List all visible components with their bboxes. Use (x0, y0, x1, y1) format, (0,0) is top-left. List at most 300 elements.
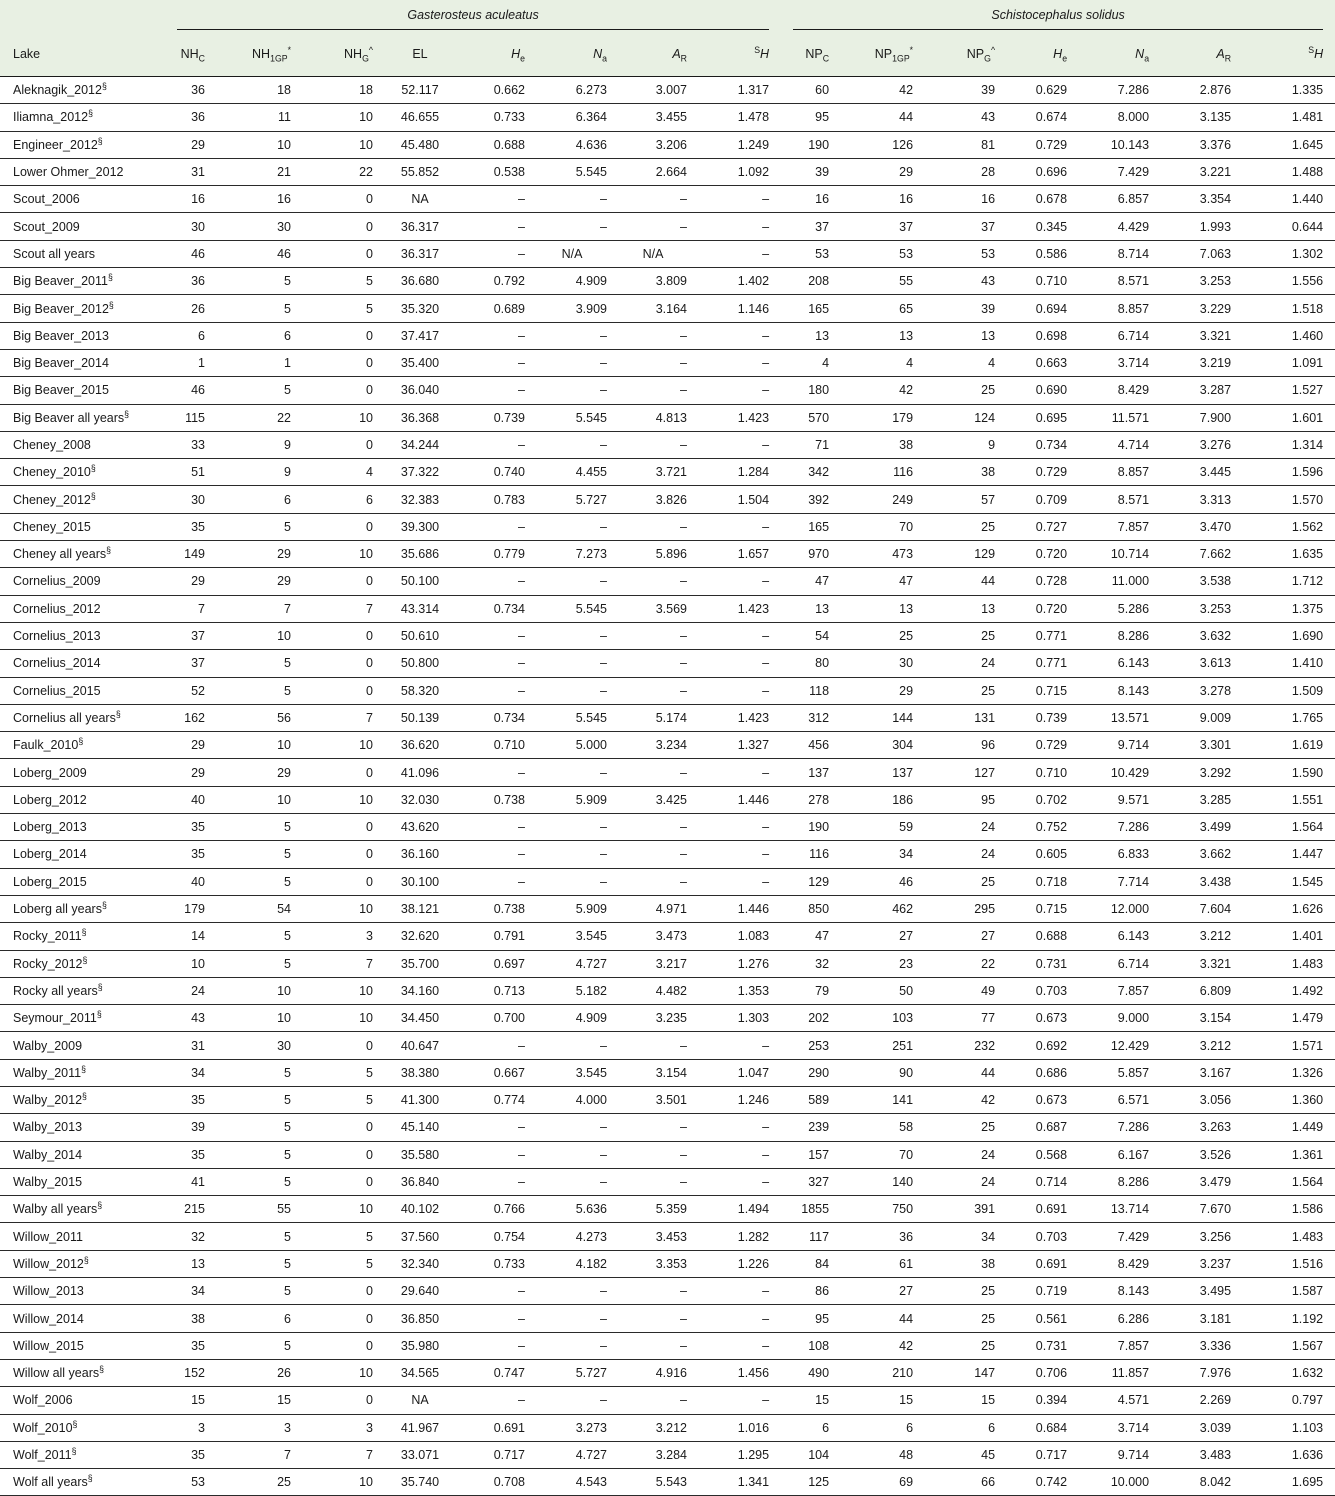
table-cell: 4.813 (619, 404, 699, 431)
table-cell: 3.253 (1161, 595, 1243, 622)
table-cell: 15 (841, 1387, 925, 1414)
table-cell: 30.100 (385, 868, 467, 895)
table-cell: 0 (303, 814, 385, 841)
table-cell: 25 (925, 1114, 1007, 1141)
table-cell: – (467, 213, 537, 240)
table-cell: 12.429 (1079, 1032, 1161, 1059)
table-row (0, 895, 1335, 922)
table-cell: 29 (165, 759, 217, 786)
table-cell: 253 (781, 1032, 841, 1059)
table-cell: 1.562 (1243, 513, 1335, 540)
table-cell: 53 (165, 1469, 217, 1496)
table-cell: 39 (925, 77, 1007, 104)
table-cell: 0 (303, 240, 385, 267)
table-cell: – (619, 377, 699, 404)
table-cell: 5 (303, 1223, 385, 1250)
table-cell: 295 (925, 895, 1007, 922)
table-cell: 1.516 (1243, 1250, 1335, 1277)
table-cell: 0 (303, 1305, 385, 1332)
table-cell: 16 (165, 186, 217, 213)
table-cell: 0.710 (467, 732, 537, 759)
table-cell: 4.727 (537, 1441, 619, 1468)
table-cell: 1.632 (1243, 1359, 1335, 1386)
table-cell: 80 (781, 650, 841, 677)
table-cell: 10 (165, 950, 217, 977)
table-cell: 5 (217, 868, 303, 895)
table-cell: 46 (165, 240, 217, 267)
table-cell: 30 (165, 486, 217, 513)
table-cell: 32.620 (385, 923, 467, 950)
column-header: Lake (0, 32, 165, 77)
table-cell: – (699, 349, 781, 376)
table-cell: 0 (303, 186, 385, 213)
table-cell: 21 (217, 158, 303, 185)
table-cell: – (537, 1168, 619, 1195)
table-cell: 5 (217, 377, 303, 404)
table-row (0, 213, 1335, 240)
table-cell: – (699, 841, 781, 868)
table-cell: 29 (217, 759, 303, 786)
table-cell: 37 (781, 213, 841, 240)
table-cell: 13 (781, 322, 841, 349)
lake-name: Rocky all years§ (0, 977, 165, 1004)
table-cell: 30 (841, 650, 925, 677)
table-cell: – (699, 322, 781, 349)
table-cell: 4.455 (537, 459, 619, 486)
table-cell: 3.632 (1161, 622, 1243, 649)
table-cell: 3.826 (619, 486, 699, 513)
table-cell: 1.353 (699, 977, 781, 1004)
table-cell: 1.483 (1243, 1223, 1335, 1250)
table-cell: 215 (165, 1196, 217, 1223)
table-row (0, 732, 1335, 759)
table-cell: 3.438 (1161, 868, 1243, 895)
table-cell: 6.833 (1079, 841, 1161, 868)
lake-name: Big Beaver_2011§ (0, 268, 165, 295)
table-cell: – (699, 868, 781, 895)
table-cell: 1.360 (1243, 1086, 1335, 1113)
lake-name: Cheney_2008 (0, 431, 165, 458)
table-cell: 0.727 (1007, 513, 1079, 540)
table-row (0, 541, 1335, 568)
table-cell: 29 (841, 158, 925, 185)
table-cell: 24 (165, 977, 217, 1004)
table-cell: 1.564 (1243, 1168, 1335, 1195)
lake-name: Big Beaver_2015 (0, 377, 165, 404)
table-cell: – (467, 240, 537, 267)
table-row (0, 77, 1335, 104)
table-cell: 3.321 (1161, 322, 1243, 349)
table-cell: 0.690 (1007, 377, 1079, 404)
table-cell: – (619, 568, 699, 595)
table-cell: 3.473 (619, 923, 699, 950)
table-cell: 5.857 (1079, 1059, 1161, 1086)
table-cell: 0 (303, 841, 385, 868)
table-cell: 3.292 (1161, 759, 1243, 786)
table-cell: 11.571 (1079, 404, 1161, 431)
table-cell: 39 (781, 158, 841, 185)
table-cell: 30 (217, 213, 303, 240)
table-cell: 69 (841, 1469, 925, 1496)
table-cell: 35 (165, 513, 217, 540)
table-cell: 5.545 (537, 595, 619, 622)
table-cell: 6.273 (537, 77, 619, 104)
table-cell: 103 (841, 1005, 925, 1032)
table-cell: 1.402 (699, 268, 781, 295)
table-cell: 45 (925, 1441, 1007, 1468)
table-cell: 9.571 (1079, 786, 1161, 813)
lake-name: Cornelius_2012 (0, 595, 165, 622)
table-row (0, 1086, 1335, 1113)
column-header: $NH_{1GP}^*$ (217, 32, 303, 77)
table-cell: – (619, 349, 699, 376)
table-cell: – (699, 622, 781, 649)
table-cell: 35 (165, 1332, 217, 1359)
table-cell: 1.361 (1243, 1141, 1335, 1168)
table-cell: 34.244 (385, 431, 467, 458)
table-row (0, 677, 1335, 704)
table-cell: 5.286 (1079, 595, 1161, 622)
table-cell: 57 (925, 486, 1007, 513)
table-row (0, 1059, 1335, 1086)
table-cell: 0.703 (1007, 977, 1079, 1004)
table-cell: 30 (165, 213, 217, 240)
table-cell: 70 (841, 1141, 925, 1168)
table-cell: 0.708 (467, 1469, 537, 1496)
table-cell: 47 (841, 568, 925, 595)
table-cell: 0.734 (1007, 431, 1079, 458)
table-cell: – (699, 1141, 781, 1168)
table-cell: 16 (841, 186, 925, 213)
table-cell: – (467, 759, 537, 786)
table-cell: 0.394 (1007, 1387, 1079, 1414)
table-cell: 3.039 (1161, 1414, 1243, 1441)
table-cell: 32 (165, 1223, 217, 1250)
table-cell: 1 (165, 349, 217, 376)
table-cell: 13 (841, 595, 925, 622)
table-cell: – (467, 841, 537, 868)
table-cell: 10 (217, 977, 303, 1004)
table-cell: 37 (165, 622, 217, 649)
table-cell: – (619, 677, 699, 704)
table-cell: 5 (217, 950, 303, 977)
table-cell: 3.354 (1161, 186, 1243, 213)
column-header: EL (385, 32, 467, 77)
table-cell: 6 (217, 322, 303, 349)
table-cell: 4.636 (537, 131, 619, 158)
table-cell: 51 (165, 459, 217, 486)
table-cell: – (699, 1332, 781, 1359)
table-cell: 3.721 (619, 459, 699, 486)
table-cell: 4.273 (537, 1223, 619, 1250)
table-cell: 46.655 (385, 104, 467, 131)
table-cell: 8.286 (1079, 622, 1161, 649)
table-cell: 42 (841, 377, 925, 404)
table-cell: 190 (781, 131, 841, 158)
table-cell: – (699, 1387, 781, 1414)
table-cell: 0.779 (467, 541, 537, 568)
table-cell: – (619, 868, 699, 895)
table-body (0, 77, 1335, 1496)
table-cell: 5.896 (619, 541, 699, 568)
table-cell: – (537, 868, 619, 895)
table-cell: 118 (781, 677, 841, 704)
table-cell: 6.714 (1079, 950, 1161, 977)
table-cell: 5.182 (537, 977, 619, 1004)
table-cell: 5 (217, 1086, 303, 1113)
table-cell: 0.689 (467, 295, 537, 322)
table-cell: – (619, 1168, 699, 1195)
table-cell: 13 (925, 322, 1007, 349)
table-cell: 304 (841, 732, 925, 759)
table-cell: 1 (217, 349, 303, 376)
table-cell: 3.321 (1161, 950, 1243, 977)
table-cell: 125 (781, 1469, 841, 1496)
table-cell: 3.313 (1161, 486, 1243, 513)
table-cell: 144 (841, 704, 925, 731)
table-cell: 1.545 (1243, 868, 1335, 895)
table-cell: 0.739 (1007, 704, 1079, 731)
table-row (0, 322, 1335, 349)
table-cell: 3.253 (1161, 268, 1243, 295)
table-row (0, 1196, 1335, 1223)
table-row (0, 240, 1335, 267)
table-cell: 7.429 (1079, 158, 1161, 185)
table-cell: 1.645 (1243, 131, 1335, 158)
table-cell: 4.000 (537, 1086, 619, 1113)
table-cell: 137 (781, 759, 841, 786)
table-cell: – (699, 1114, 781, 1141)
table-cell: 10.143 (1079, 131, 1161, 158)
table-cell: 179 (841, 404, 925, 431)
lake-name: Wolf_2010§ (0, 1414, 165, 1441)
table-cell: 0 (303, 1278, 385, 1305)
table-row (0, 1032, 1335, 1059)
lake-name: Walby_2014 (0, 1141, 165, 1168)
table-cell: 210 (841, 1359, 925, 1386)
table-cell: 8.857 (1079, 459, 1161, 486)
lake-name: Cheney_2015 (0, 513, 165, 540)
table-cell: 58 (841, 1114, 925, 1141)
table-cell: 0.718 (1007, 868, 1079, 895)
table-cell: 8.429 (1079, 1250, 1161, 1277)
table-cell: 0 (303, 677, 385, 704)
table-cell: – (619, 1114, 699, 1141)
table-cell: 29 (165, 131, 217, 158)
table-cell: 3.499 (1161, 814, 1243, 841)
table-cell: 15 (781, 1387, 841, 1414)
table-cell: 3.212 (619, 1414, 699, 1441)
table-cell: 34.565 (385, 1359, 467, 1386)
table-cell: 7 (303, 704, 385, 731)
table-cell: 131 (925, 704, 1007, 731)
table-cell: 3.545 (537, 923, 619, 950)
lake-name: Cornelius all years§ (0, 704, 165, 731)
table-cell: 55 (217, 1196, 303, 1223)
table-cell: 970 (781, 541, 841, 568)
parasite-species-header: Schistocephalus solidus (781, 0, 1335, 32)
table-cell: 36 (165, 104, 217, 131)
table-cell: 1.091 (1243, 349, 1335, 376)
column-header: $NP_G^{\^{}}$ (925, 32, 1007, 77)
table-cell: 0 (303, 622, 385, 649)
table-cell: 3.483 (1161, 1441, 1243, 1468)
table-cell: 1.440 (1243, 186, 1335, 213)
table-cell: 3.219 (1161, 349, 1243, 376)
table-cell: 3.276 (1161, 431, 1243, 458)
table-cell: 3.538 (1161, 568, 1243, 595)
table-cell: 750 (841, 1196, 925, 1223)
table-cell: 16 (217, 186, 303, 213)
table-cell: 6.286 (1079, 1305, 1161, 1332)
table-cell: 4 (303, 459, 385, 486)
table-cell: 1.284 (699, 459, 781, 486)
table-cell: 6.571 (1079, 1086, 1161, 1113)
table-cell: 42 (925, 1086, 1007, 1113)
table-cell: 35.740 (385, 1469, 467, 1496)
column-header-row (0, 32, 1335, 77)
table-cell: 39 (165, 1114, 217, 1141)
table-cell: 32.340 (385, 1250, 467, 1277)
lake-name: Wolf all years§ (0, 1469, 165, 1496)
table-cell: – (619, 322, 699, 349)
table-row (0, 404, 1335, 431)
table-cell: 0.752 (1007, 814, 1079, 841)
table-cell: 3.714 (1079, 1414, 1161, 1441)
table-cell: – (699, 1032, 781, 1059)
table-cell: 108 (781, 1332, 841, 1359)
table-cell: 0 (303, 322, 385, 349)
table-cell: 0 (303, 1168, 385, 1195)
lake-name: Walby_2013 (0, 1114, 165, 1141)
table-cell: 391 (925, 1196, 1007, 1223)
table-cell: 1.246 (699, 1086, 781, 1113)
table-cell: 0.729 (1007, 459, 1079, 486)
table-cell: – (699, 568, 781, 595)
table-cell: 0.706 (1007, 1359, 1079, 1386)
table-cell: 162 (165, 704, 217, 731)
lake-name: Big Beaver_2012§ (0, 295, 165, 322)
table-row (0, 650, 1335, 677)
table-cell: 38 (925, 459, 1007, 486)
table-cell: 3.285 (1161, 786, 1243, 813)
table-cell: 4.543 (537, 1469, 619, 1496)
table-cell: 60 (781, 77, 841, 104)
table-cell: 0.674 (1007, 104, 1079, 131)
table-cell: 24 (925, 841, 1007, 868)
table-cell: 3.569 (619, 595, 699, 622)
table-cell: 50.610 (385, 622, 467, 649)
table-cell: 10 (303, 977, 385, 1004)
table-cell: 3.154 (619, 1059, 699, 1086)
table-cell: 3.284 (619, 1441, 699, 1468)
table-cell: – (619, 622, 699, 649)
table-cell: 1.571 (1243, 1032, 1335, 1059)
table-cell: 25 (925, 1332, 1007, 1359)
table-cell: 32.030 (385, 786, 467, 813)
table-cell: 5.909 (537, 895, 619, 922)
table-cell: 0.742 (1007, 1469, 1079, 1496)
table-cell: 25 (217, 1469, 303, 1496)
table-cell: 1.410 (1243, 650, 1335, 677)
table-cell: 116 (781, 841, 841, 868)
table-cell: 3.273 (537, 1414, 619, 1441)
table-row (0, 459, 1335, 486)
table-cell: NA (385, 1387, 467, 1414)
table-cell: – (619, 1305, 699, 1332)
table-cell: 462 (841, 895, 925, 922)
table-cell: – (537, 213, 619, 240)
table-cell: – (537, 1114, 619, 1141)
table-cell: 0.684 (1007, 1414, 1079, 1441)
table-cell: 1.509 (1243, 677, 1335, 704)
table-cell: 3.495 (1161, 1278, 1243, 1305)
table-cell: – (467, 322, 537, 349)
table-cell: 1.636 (1243, 1441, 1335, 1468)
table-row (0, 622, 1335, 649)
table-cell: 6 (217, 486, 303, 513)
table-cell: 0.688 (1007, 923, 1079, 950)
table-cell: 29 (165, 732, 217, 759)
table-cell: 3.526 (1161, 1141, 1243, 1168)
table-cell: 0.710 (1007, 268, 1079, 295)
table-cell: 1.341 (699, 1469, 781, 1496)
table-cell: 36.368 (385, 404, 467, 431)
table-cell: 10 (303, 1005, 385, 1032)
table-cell: 251 (841, 1032, 925, 1059)
table-cell: 1.192 (1243, 1305, 1335, 1332)
table-cell: 850 (781, 895, 841, 922)
table-cell: 7.604 (1161, 895, 1243, 922)
table-row (0, 1278, 1335, 1305)
table-row (0, 868, 1335, 895)
table-cell: 16 (925, 186, 1007, 213)
table-cell: 6.167 (1079, 1141, 1161, 1168)
table-cell: 0.729 (1007, 131, 1079, 158)
table-cell: 37.417 (385, 322, 467, 349)
table-cell: 0.720 (1007, 595, 1079, 622)
table-cell: – (537, 677, 619, 704)
table-cell: 24 (925, 1168, 1007, 1195)
table-cell: 37 (925, 213, 1007, 240)
table-cell: 1.423 (699, 704, 781, 731)
table-cell: 1.478 (699, 104, 781, 131)
table-cell: 249 (841, 486, 925, 513)
table-cell: 25 (925, 1278, 1007, 1305)
table-cell: 50 (841, 977, 925, 1004)
table-cell: 0.714 (1007, 1168, 1079, 1195)
table-cell: 0.700 (467, 1005, 537, 1032)
table-cell: 9 (217, 459, 303, 486)
table-cell: 22 (217, 404, 303, 431)
table-row (0, 377, 1335, 404)
table-cell: 7.670 (1161, 1196, 1243, 1223)
table-cell: 0.728 (1007, 568, 1079, 595)
lake-name: Lower Ohmer_2012 (0, 158, 165, 185)
table-cell: – (699, 650, 781, 677)
table-cell: 33.071 (385, 1441, 467, 1468)
table-cell: 43.314 (385, 595, 467, 622)
table-cell: 147 (925, 1359, 1007, 1386)
table-cell: 104 (781, 1441, 841, 1468)
table-cell: 3.453 (619, 1223, 699, 1250)
table-cell: 589 (781, 1086, 841, 1113)
table-cell: – (537, 650, 619, 677)
table-cell: 31 (165, 158, 217, 185)
table-cell: – (619, 1278, 699, 1305)
table-cell: 1.103 (1243, 1414, 1335, 1441)
table-cell: 10 (303, 895, 385, 922)
